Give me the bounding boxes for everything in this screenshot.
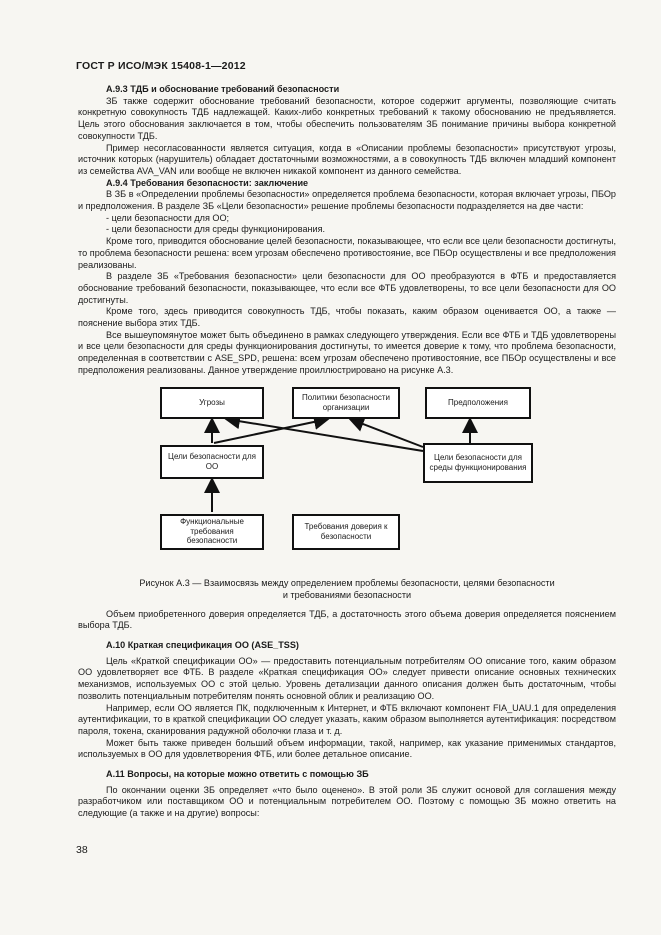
paragraph: Все вышеупомянутое может быть объединено в рамках следующего утверждения. Если все ФТБ и ТДБ удовлетворены и все цели безопасности для среды функционирования достигнуты, то имеется доверие к тому, что проблема безопасности, определенная в соответствии с ASE_SPD, решена: всем угрозам обеспечено противостояние, все ПБОр осуществлены и все предположения реализованы. Данное утверждение проиллюстрировано на рисунке А.3. [78,329,616,375]
section-a93-title: А.9.3 ТДБ и обоснование требований безопасности [106,84,340,94]
section-a94-title: А.9.4 Требования безопасности: заключение [106,177,309,188]
paragraph: Кроме того, приводится обоснование целей безопасности, показывающее, что если все цели безопасности достигнуты, то проблема безопасности решена: всем угрозам обеспечено противостояние, все ПБОр осуществлены и все предположения реализованы. [78,236,616,270]
paragraph: В разделе ЗБ «Требования безопасности» цели безопасности для ОО преобразуются в ФТБ и предоставляется обоснование требований безопасности, показывающее, что если все ФТБ удовлетворены, то все цели безопасности для ОО достигнуты. [78,271,616,305]
paragraph: Пример несогласованности является ситуация, когда в «Описании проблемы безопасности» присутствуют угрозы, источник которых (нарушитель) обладает достаточными возможностями, а в совокупность ТДБ включен младший компонент из семейства AVA_VAN или вообще не включен никакой компонент из данного семейства. [78,142,616,176]
box-threats: Угрозы [160,387,264,419]
box-assumptions: Предположения [425,387,531,419]
figure-caption [78,577,616,601]
arrow-obj-toe-to-policies [214,419,328,443]
page-content [78,84,616,820]
paragraph: Например, если ОО является ПК, подключенным к Интернет, и ФТБ включают компонент FIA_UAU.1 для определения аутентификации, то в краткой спецификации ОО следует указать, каким образом выполняется аутентификация: посредством пароля, токена, сканирования радужной оболочки глаза и т. д. [78,702,616,736]
paragraph: Кроме того, здесь приводится совокупность ТДБ, чтобы показать, каким образом оценивается ОО, а также — пояснение выбора этих ТДБ. [78,306,616,329]
page-number: 38 [76,844,88,856]
list-item: - цели безопасности для ОО; [78,213,616,225]
list-item: - цели безопасности для среды функционирования. [78,224,616,236]
box-sar: Требования доверия к безопасности [292,514,400,550]
section-a10-title: А.10 Краткая спецификация ОО (ASE_TSS) [106,639,299,650]
caption-line: Рисунок А.3 — Взаимосвязь между определением проблемы безопасности, целями безопасности [139,577,555,588]
box-sfr: Функциональные требования безопасности [160,514,264,550]
caption-line: и требованиями безопасности [282,589,412,600]
box-policies: Политики безопасности организации [292,387,400,419]
paragraph: Может быть также приведен больший объем информации, такой, например, как указание применимых стандартов, используемых в ОО для удовлетворения ФТБ, или более детальное описание. [78,737,616,760]
paragraph: В ЗБ в «Определении проблемы безопасности» определяется проблема безопасности, которая включает угрозы, ПБОр и предположения. В разделе ЗБ «Цели безопасности» решение проблемы безопасности подразделяется на две части: [78,189,616,212]
box-objectives-toe: Цели безопасности для ОО [160,445,264,479]
document-header: ГОСТ Р ИСО/МЭК 15408-1—2012 [76,60,246,72]
figure-a3-diagram [78,387,616,567]
paragraph: По окончании оценки ЗБ определяет «что было оценено». В этой роли ЗБ служит основой для соглашения между разработчиком или поставщиком ОО и потенциальным потребителем ОО. Поэтому с помощью ЗБ можно ответить на следующие (а также и на другие) вопросы: [78,784,616,819]
section-a11-title: А.11 Вопросы, на которые можно ответить с помощью ЗБ [106,769,369,780]
paragraph: Объем приобретенного доверия определяется ТДБ, а достаточность этого объема доверия определяется пояснением выбора ТДБ. [78,608,616,631]
box-objectives-env: Цели безопасности для среды функционирования [423,443,533,483]
paragraph: ЗБ также содержит обоснование требований безопасности, которое содержит аргументы, позволяющие считать конкретную совокупность ТДБ надлежащей. Каких-либо конкретных требований к такому обоснованию не предъявляется. Цель этого обоснования заключается в том, чтобы обеспечить пользователям ЗБ понимание причины выбора конкретной совокупности ТДБ. [78,95,616,141]
paragraph: Цель «Краткой спецификации ОО» — предоставить потенциальным потребителям ОО описание того, каким образом ОО удовлетворяет все ФТБ. В разделе «Краткая спецификация ОО» следует привести описание основных технических механизмов, используемых ОО с этой целью. Уровень детализации данного описания должен быть достаточным, чтобы позволить потенциальным потребителям понять основной облик и реализацию ОО. [78,655,616,701]
arrow-obj-env-to-policies [350,419,423,447]
